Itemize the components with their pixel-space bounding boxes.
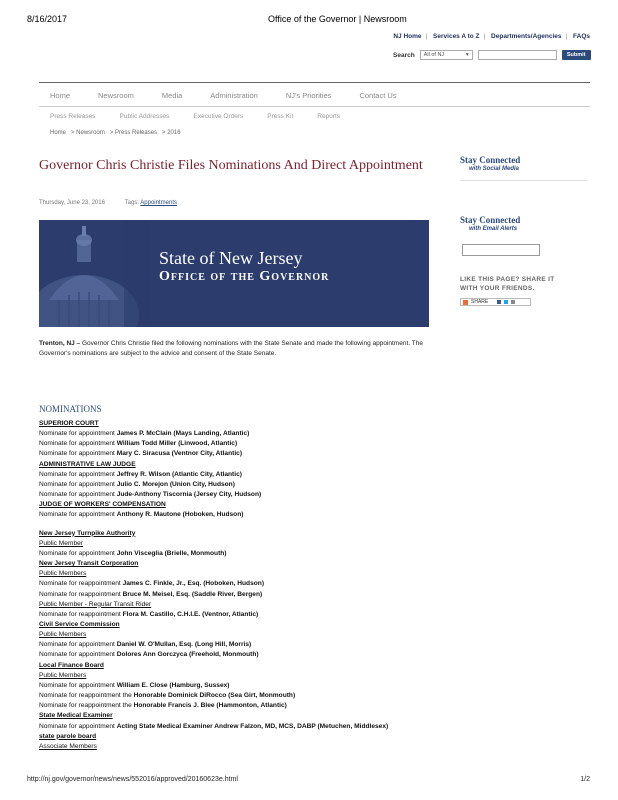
nomination-item bbox=[39, 579, 424, 589]
nomination-action: Nominate for appointment bbox=[39, 722, 117, 730]
nomination-item bbox=[39, 480, 424, 490]
nomination-category[interactable]: Local Finance Board bbox=[39, 661, 104, 669]
nomination-item bbox=[39, 722, 424, 732]
nomination-item bbox=[39, 701, 424, 711]
nominee-name: Daniel W. O'Mullan, Esq. (Long Hill, Morris) bbox=[116, 641, 252, 649]
banner-line-1: State of New Jersey bbox=[159, 248, 303, 268]
nomination-category[interactable]: New Jersey Transit Corporation bbox=[39, 560, 139, 568]
social-heading: Stay Connected bbox=[460, 155, 521, 165]
nominee-name: Bruce M. Meisel, Esq. (Saddle River, Bergen) bbox=[122, 590, 263, 598]
nomination-category[interactable]: State Medical Examiner bbox=[39, 712, 113, 720]
nomination-item bbox=[39, 510, 424, 520]
email-icon bbox=[511, 300, 515, 304]
nomination-subcategory[interactable]: Public Member bbox=[39, 539, 83, 547]
breadcrumb[interactable]: Home > Newsroom > Press Releases > 2016 bbox=[50, 130, 181, 136]
nomination-action: Nominate for appointment bbox=[39, 430, 117, 438]
nominee-name: John Visceglia (Brielle, Monmouth) bbox=[116, 549, 227, 557]
nomination-item bbox=[39, 691, 424, 701]
nomination-action: Nominate for appointment bbox=[39, 480, 117, 488]
list-spacer bbox=[39, 521, 424, 529]
top-link-nj-home[interactable]: NJ Home bbox=[393, 33, 422, 40]
footer-url: http://nj.gov/governor/news/news/552016/approved/20160623e.html bbox=[27, 776, 238, 783]
share-icon bbox=[463, 300, 468, 305]
nomination-subcategory[interactable]: Associate Members bbox=[39, 742, 97, 750]
nav-top-rule bbox=[39, 82, 590, 83]
nominee-name: James C. Finkle, Jr., Esq. (Hoboken, Hudson) bbox=[122, 580, 265, 588]
nominee-name: Honorable Dominick DiRocco (Sea Girt, Monmouth) bbox=[133, 692, 296, 700]
nav-divider bbox=[39, 106, 590, 107]
print-date: 8/16/2017 bbox=[27, 14, 68, 24]
intro-dateline: Trenton, NJ – bbox=[39, 340, 81, 347]
nomination-subcategory[interactable]: Public Members bbox=[39, 631, 87, 639]
chevron-down-icon: ▾ bbox=[465, 52, 469, 58]
tag-link[interactable]: Appointments bbox=[140, 200, 177, 206]
nomination-item bbox=[39, 429, 424, 439]
top-links: NJ Home | Services A to Z | Departments/Agencies | FAQs bbox=[393, 33, 590, 40]
banner-line-2: Office of the Governor bbox=[159, 269, 330, 284]
nomination-action: Nominate for appointment bbox=[39, 511, 117, 519]
email-subheading[interactable]: with Email Alerts bbox=[469, 226, 518, 232]
nomination-action: Nominate for appointment bbox=[39, 681, 117, 689]
nav-newsroom[interactable]: Newsroom bbox=[98, 91, 134, 100]
nomination-action: Nominate for appointment bbox=[39, 651, 117, 659]
nomination-action: Nominate for appointment bbox=[39, 491, 117, 499]
nomination-action: Nominate for reappointment bbox=[39, 580, 123, 588]
top-link-services[interactable]: Services A to Z bbox=[433, 33, 480, 40]
nominee-name: Jeffrey R. Wilson (Atlantic City, Atlantic) bbox=[116, 470, 242, 478]
nomination-item bbox=[39, 470, 424, 480]
tags-label: Tags: bbox=[124, 200, 139, 206]
nomination-item bbox=[39, 449, 424, 459]
top-link-departments[interactable]: Departments/Agencies bbox=[491, 33, 562, 40]
nomination-category[interactable]: Civil Service Commission bbox=[39, 620, 120, 628]
print-title: Office of the Governor | Newsroom bbox=[268, 14, 407, 24]
nomination-category[interactable]: JUDGE OF WORKERS' COMPENSATION bbox=[39, 501, 166, 509]
social-subheading[interactable]: with Social Media bbox=[469, 166, 520, 172]
nominations-list bbox=[39, 419, 424, 752]
nomination-action: Nominate for reappointment bbox=[39, 590, 123, 598]
top-link-faqs[interactable]: FAQs bbox=[573, 33, 590, 40]
nav-priorities[interactable]: NJ's Priorities bbox=[285, 91, 332, 100]
nomination-action: Nominate for appointment bbox=[39, 450, 117, 458]
nominee-name: Anthony R. Mautone (Hoboken, Hudson) bbox=[116, 511, 244, 519]
nomination-category[interactable]: ADMINISTRATIVE LAW JUDGE bbox=[39, 460, 136, 468]
nomination-action: Nominate for appointment bbox=[39, 641, 117, 649]
nav-media[interactable]: Media bbox=[161, 91, 183, 100]
nav-contact[interactable]: Contact Us bbox=[359, 91, 397, 100]
nomination-item bbox=[39, 549, 424, 559]
footer-page-number: 1/2 bbox=[580, 776, 590, 783]
nav-administration[interactable]: Administration bbox=[210, 91, 258, 100]
nominee-name: Honorable Francis J. Blee (Hammonton, Atlantic) bbox=[133, 702, 287, 710]
main-nav bbox=[50, 91, 425, 100]
nominee-name: Julio C. Morejon (Union City, Hudson) bbox=[116, 480, 235, 488]
sidebar-divider bbox=[460, 180, 587, 181]
like-line-2: WITH YOUR FRIENDS. bbox=[460, 285, 535, 292]
like-this-page bbox=[460, 275, 554, 293]
subnav-reports[interactable]: Reports bbox=[317, 113, 341, 120]
nominee-name: Flora M. Castillo, C.H.I.E. (Ventnor, Atlantic) bbox=[122, 610, 259, 618]
article-intro bbox=[39, 339, 424, 359]
nomination-category[interactable]: New Jersey Turnpike Authority bbox=[39, 529, 136, 537]
subnav-executive-orders[interactable]: Executive Orders bbox=[193, 113, 244, 120]
nav-home[interactable]: Home bbox=[50, 91, 71, 100]
share-button[interactable] bbox=[460, 298, 531, 306]
nominations-heading: NOMINATIONS bbox=[39, 404, 102, 414]
nomination-action: Nominate for reappointment the bbox=[39, 702, 134, 710]
subnav-press-kit[interactable]: Press Kit bbox=[267, 113, 294, 120]
search-scope-select[interactable] bbox=[420, 50, 473, 60]
nominee-name: William Todd Miller (Linwood, Atlantic) bbox=[116, 440, 238, 448]
search-bar bbox=[393, 50, 591, 60]
capitol-dome-icon bbox=[39, 220, 149, 327]
nominee-name: Mary C. Siracusa (Ventnor City, Atlantic) bbox=[116, 450, 243, 458]
email-alerts-input[interactable] bbox=[462, 244, 540, 256]
nomination-action: Nominate for appointment bbox=[39, 470, 117, 478]
article-date: Thursday, June 23, 2016 bbox=[39, 200, 105, 206]
nominee-name: Dolores Ann Gorczyca (Freehold, Monmouth) bbox=[116, 651, 259, 659]
nomination-category[interactable]: SUPERIOR COURT bbox=[39, 420, 99, 427]
page-title: Governor Chris Christie Files Nominations And Direct Appointment bbox=[39, 158, 423, 173]
nomination-subcategory[interactable]: Public Members bbox=[39, 570, 87, 578]
email-heading: Stay Connected bbox=[460, 215, 521, 225]
nomination-action: Nominate for reappointment bbox=[39, 610, 123, 618]
like-line-1: LIKE THIS PAGE? SHARE IT bbox=[460, 276, 555, 283]
nominee-name: James P. McClain (Mays Landing, Atlantic) bbox=[116, 430, 250, 438]
search-input[interactable] bbox=[478, 50, 557, 60]
nomination-item bbox=[39, 640, 424, 650]
nomination-item bbox=[39, 490, 424, 500]
subnav-public-addresses[interactable]: Public Addresses bbox=[119, 113, 170, 120]
search-label: Search bbox=[393, 51, 415, 59]
nomination-item bbox=[39, 681, 424, 691]
share-label: SHARE bbox=[471, 299, 489, 305]
nomination-action: Nominate for reappointment the bbox=[39, 692, 134, 700]
nomination-category[interactable]: state parole board bbox=[39, 732, 97, 740]
intro-text: Governor Chris Christie filed the following nominations with the State Senate and made the following appointment. The Governor's nominations are subject to the advice and consent of the State Senate. bbox=[39, 340, 423, 357]
sub-nav bbox=[50, 113, 364, 120]
nomination-item bbox=[39, 610, 424, 620]
nomination-item bbox=[39, 439, 424, 449]
nomination-item bbox=[39, 590, 424, 600]
nominee-name: Acting State Medical Examiner Andrew Falzon, MD, MCS, DABP (Metuchen, Middlesex) bbox=[116, 722, 389, 730]
nominee-name: William E. Close (Hamburg, Sussex) bbox=[116, 681, 230, 689]
facebook-icon bbox=[497, 300, 501, 304]
twitter-icon bbox=[504, 300, 508, 304]
nomination-action: Nominate for appointment bbox=[39, 549, 117, 557]
nominee-name: Jude-Anthony Tiscornia (Jersey City, Hudson) bbox=[116, 491, 262, 499]
article-meta bbox=[39, 200, 177, 206]
nomination-subcategory[interactable]: Public Member - Regular Transit Rider bbox=[39, 600, 152, 608]
subnav-press-releases[interactable]: Press Releases bbox=[50, 113, 96, 120]
search-submit-button[interactable]: Submit bbox=[562, 50, 591, 60]
search-scope-value: All of NJ bbox=[423, 52, 445, 58]
governor-banner bbox=[39, 220, 429, 327]
nomination-subcategory[interactable]: Public Members bbox=[39, 671, 87, 679]
nomination-action: Nominate for appointment bbox=[39, 440, 117, 448]
nomination-item bbox=[39, 650, 424, 660]
